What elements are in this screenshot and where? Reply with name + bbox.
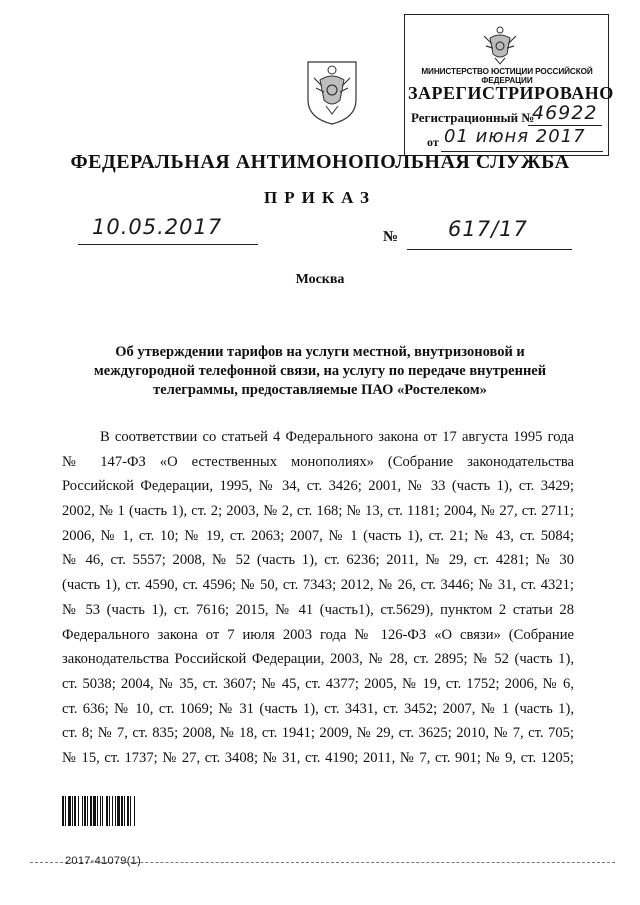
barcode-bar <box>134 796 135 826</box>
subject-line: междугородной телефонной связи, на услугу по передаче внутренней <box>93 363 547 379</box>
barcode-bar <box>109 796 110 826</box>
subject-line: телеграммы, предоставляемые ПАО «Ростелеком» <box>153 382 487 398</box>
body-line: ст. 8; № 7, ст. 835; 2008, № 18, ст. 1941; 2009, № 29, ст. 3625; 2010, № 7, ст. 705; <box>62 725 574 742</box>
body-line: 2002, № 1 (часть 1), ст. 2; 2003, № 2, ст. 168; № 13, ст. 1181; 2004, № 27, ст. 2711; <box>62 503 574 520</box>
body-line: ст. 5038; 2004, № 35, ст. 3607; № 45, ст. 4377; 2005, № 19, ст. 1752; 2006, № 6, <box>62 675 574 692</box>
body-text <box>62 425 574 771</box>
body-line: законодательства Российской Федерации, 2003, № 28, ст. 2895; № 52 (часть 1), <box>62 651 574 668</box>
order-date-underline <box>78 244 258 245</box>
order-subject <box>80 343 560 400</box>
order-number: 617/17 <box>448 217 528 241</box>
barcode-bar <box>97 796 98 826</box>
stamp-emblem-icon <box>478 22 522 66</box>
body-line: 2006, № 1, ст. 10; № 19, ст. 2063; 2007, № 1 (часть 1), ст. 21; № 43, ст. 5084; <box>62 527 574 544</box>
barcode-bar <box>87 796 88 826</box>
agency-name: ФЕДЕРАЛЬНАЯ АНТИМОНОПОЛЬНАЯ СЛУЖБА <box>70 151 570 173</box>
body-line: Российской Федерации, 1995, № 34, ст. 3426; 2001, № 33 (часть 1), ст. 3429; <box>62 478 574 495</box>
body-line: № 46, ст. 5557; 2008, № 52 (часть 1), ст. 6236; 2011, № 29, ст. 4281; № 30 <box>62 552 574 569</box>
stamp-registered-label: ЗАРЕГИСТРИРОВАНО <box>408 83 614 103</box>
stamp-reg-number-value: 46922 <box>532 102 598 124</box>
order-number-label: № <box>383 229 399 245</box>
barcode-bar <box>106 796 108 826</box>
body-line: Федерального закона от 7 июля 2003 года № 126-ФЗ «О связи» (Собрание <box>62 626 574 643</box>
order-title: ПРИКАЗ <box>264 188 376 207</box>
state-emblem-icon <box>300 56 364 126</box>
barcode-bar <box>65 796 66 826</box>
order-number-underline <box>407 249 572 250</box>
barcode-bar <box>121 796 123 826</box>
body-line: В соответствии со статьей 4 Федерального закона от 17 августа 1995 года <box>100 429 574 445</box>
city-name: Москва <box>295 272 345 287</box>
barcode-bar <box>72 796 73 826</box>
body-line: № 15, ст. 1737; № 27, ст. 3408; № 31, ст. 4190; 2011, № 7, ст. 901; № 9, ст. 1205; <box>62 749 574 766</box>
barcode-bar <box>127 796 129 826</box>
barcode-bar <box>93 796 96 826</box>
body-line: ст. 636; № 10, ст. 1069; № 31 (часть 1), ст. 3431, ст. 3452; 2007, № 1 (часть 1), <box>62 700 574 717</box>
barcode-bar <box>130 796 131 826</box>
barcode-bar <box>68 796 71 826</box>
barcode-bar <box>90 796 92 826</box>
barcode-bar <box>78 796 79 826</box>
document-number: 2017-41079(1) <box>65 855 142 867</box>
order-date: 10.05.2017 <box>92 215 223 239</box>
stamp-date-value: 01 июня 2017 <box>444 126 586 147</box>
barcode-icon <box>62 796 172 826</box>
barcode-bar <box>117 796 120 826</box>
barcode-bar <box>115 796 116 826</box>
barcode-bar <box>62 796 64 826</box>
barcode-bar <box>82 796 83 826</box>
barcode-bar <box>100 796 101 826</box>
body-line: (часть 1), ст. 4590, ст. 4596; № 50, ст. 7343; 2012, № 26, ст. 3446; № 31, ст. 4321; <box>62 577 574 594</box>
barcode-bar <box>112 796 113 826</box>
stamp-date-label: от <box>427 135 439 149</box>
barcode-bar <box>84 796 86 826</box>
body-line: № 147-ФЗ «О естественных монополиях» (Собрание законодательства <box>62 453 574 470</box>
stamp-reg-number-label: Регистрационный № <box>411 110 535 125</box>
barcode-bar <box>74 796 76 826</box>
subject-line: Об утверждении тарифов на услуги местной, внутризоновой и <box>115 344 525 360</box>
barcode-bar <box>124 796 125 826</box>
stamp-ministry-name: МИНИСТЕРСТВО ЮСТИЦИИ РОССИЙСКОЙ ФЕДЕРАЦИИ <box>421 67 593 85</box>
barcode-bar <box>102 796 103 826</box>
body-line: № 53 (часть 1), ст. 7616; 2015, № 41 (часть1), ст.5629), пунктом 2 статьи 28 <box>62 601 574 618</box>
